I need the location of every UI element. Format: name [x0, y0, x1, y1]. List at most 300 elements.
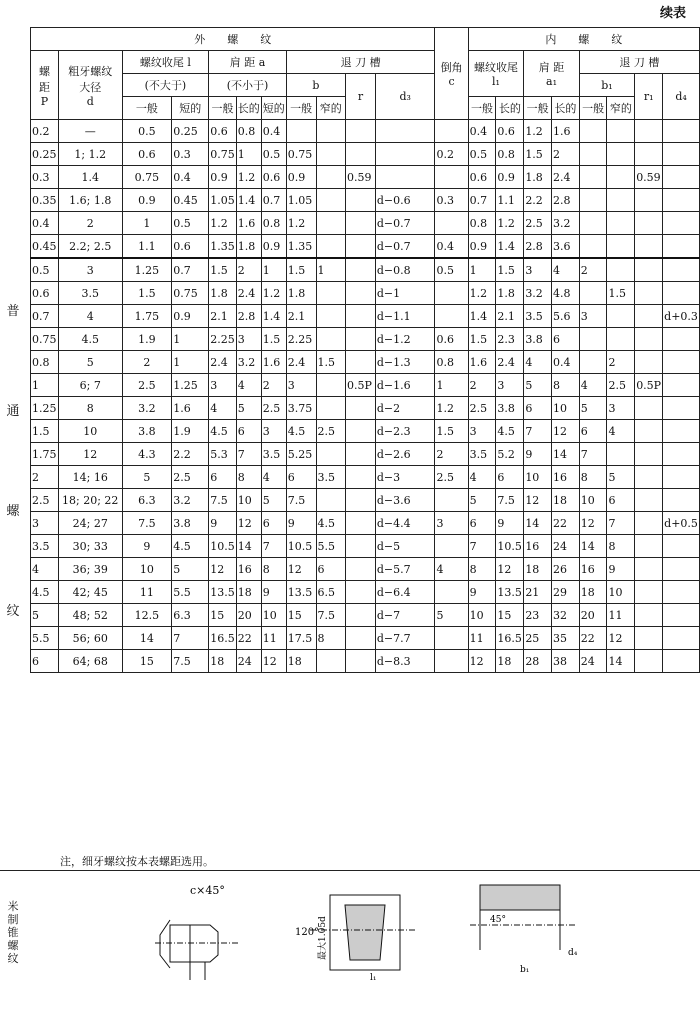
header-normal: 一般 [209, 97, 237, 120]
table-cell: 0.6 [496, 120, 524, 143]
table-cell: 4 [607, 420, 635, 443]
table-cell: 9 [496, 512, 524, 535]
header-notless: (不小于) [209, 74, 287, 97]
table-cell: 4.5 [58, 328, 122, 351]
table-row [31, 466, 700, 489]
table-row [31, 558, 700, 581]
table-cell: d−2 [375, 397, 435, 420]
table-cell [346, 489, 376, 512]
table-cell: 7 [172, 627, 209, 650]
table-cell [346, 443, 376, 466]
table-cell: 0.2 [31, 120, 59, 143]
table-cell: 3.6 [552, 235, 580, 259]
table-cell: 5 [122, 466, 172, 489]
table-cell: 22 [236, 627, 261, 650]
table-cell: 2 [261, 374, 286, 397]
table-cell: 4.3 [122, 443, 172, 466]
header-normal: 一般 [286, 97, 316, 120]
table-cell [316, 282, 346, 305]
table-cell: 14 [579, 535, 607, 558]
header-b: b [286, 74, 345, 97]
table-cell [579, 328, 607, 351]
table-cell [635, 305, 663, 328]
table-cell: 16 [236, 558, 261, 581]
table-cell [346, 328, 376, 351]
table-cell: 5 [524, 374, 552, 397]
table-cell: 0.2 [435, 143, 468, 166]
thread-table [30, 27, 700, 673]
table-cell: 1.8 [496, 282, 524, 305]
table-cell [635, 512, 663, 535]
table-cell: 35 [552, 627, 580, 650]
table-cell: 1.6 [261, 351, 286, 374]
table-row [31, 443, 700, 466]
table-cell: 1.8 [236, 235, 261, 259]
table-cell [316, 189, 346, 212]
table-cell: 1.8 [286, 282, 316, 305]
table-cell: 2.5 [435, 466, 468, 489]
table-cell [635, 351, 663, 374]
table-cell: 6 [524, 397, 552, 420]
table-cell [607, 120, 635, 143]
header-runout: 螺纹收尾 l [122, 51, 209, 74]
table-cell: 15 [286, 604, 316, 627]
table-cell: 10 [261, 604, 286, 627]
header-int-runout: 螺纹收尾 l₁ [468, 51, 524, 97]
table-cell: d−3 [375, 466, 435, 489]
table-cell: 0.25 [31, 143, 59, 166]
table-cell: 2.8 [524, 235, 552, 259]
svg-text:b₁: b₁ [520, 965, 530, 975]
table-cell [316, 650, 346, 673]
table-cell: 1.9 [122, 328, 172, 351]
table-cell: 0.3 [172, 143, 209, 166]
fig-label: c×45° [190, 884, 225, 897]
svg-text:45°: 45° [490, 915, 506, 925]
table-cell: 2 [435, 443, 468, 466]
table-cell [635, 650, 663, 673]
table-cell: 0.9 [468, 235, 496, 259]
table-row [31, 166, 700, 189]
table-cell: 25 [524, 627, 552, 650]
table-cell: 1.2 [209, 212, 237, 235]
table-cell: 2.5 [261, 397, 286, 420]
table-cell: 1.2 [496, 212, 524, 235]
table-cell [346, 627, 376, 650]
table-cell: 17.5 [286, 627, 316, 650]
table-cell: 0.75 [286, 143, 316, 166]
table-cell: 10 [122, 558, 172, 581]
table-cell: 18 [209, 650, 237, 673]
table-cell: 2 [552, 143, 580, 166]
table-cell: 4.5 [316, 512, 346, 535]
table-cell: 3 [607, 397, 635, 420]
table-cell [635, 535, 663, 558]
table-cell [607, 443, 635, 466]
table-cell [663, 374, 700, 397]
table-cell: 12 [552, 420, 580, 443]
table-cell: 12 [261, 650, 286, 673]
table-cell: 1.75 [31, 443, 59, 466]
table-cell: 6.3 [122, 489, 172, 512]
table-cell: 5 [31, 604, 59, 627]
table-cell [375, 143, 435, 166]
table-cell: 0.5 [31, 258, 59, 282]
table-row [31, 189, 700, 212]
header-long: 长的 [236, 97, 261, 120]
table-cell: 5.6 [552, 305, 580, 328]
table-cell: 14 [552, 443, 580, 466]
table-cell [635, 189, 663, 212]
table-cell: 7 [579, 443, 607, 466]
table-cell: 8 [579, 466, 607, 489]
table-cell: 0.8 [435, 351, 468, 374]
table-cell: 1.35 [286, 235, 316, 259]
table-cell [435, 282, 468, 305]
table-cell: 12 [58, 443, 122, 466]
table-cell: 1.6 [552, 120, 580, 143]
table-cell [663, 535, 700, 558]
table-cell: 0.5 [468, 143, 496, 166]
table-cell: 11 [261, 627, 286, 650]
table-cell: 1.2 [286, 212, 316, 235]
table-cell: 1.5 [122, 282, 172, 305]
table-row [31, 120, 700, 143]
table-cell: 0.5P [635, 374, 663, 397]
table-cell: 1.5 [31, 420, 59, 443]
header-internal: 内 螺 纹 [468, 28, 699, 51]
table-cell: 10 [524, 466, 552, 489]
table-cell [663, 143, 700, 166]
table-cell [346, 535, 376, 558]
table-cell: 18 [552, 489, 580, 512]
table-cell: 0.5 [435, 258, 468, 282]
table-cell: 0.5 [261, 143, 286, 166]
header-long: 长的 [496, 97, 524, 120]
table-cell: 1.05 [209, 189, 237, 212]
table-cell: 0.75 [209, 143, 237, 166]
table-row [31, 512, 700, 535]
header-int-relief: 退 刀 槽 [579, 51, 699, 74]
table-cell: 56; 60 [58, 627, 122, 650]
table-cell [375, 166, 435, 189]
side-char: 纹 [6, 604, 20, 619]
table-cell: 9 [122, 535, 172, 558]
table-cell: 1.6 [172, 397, 209, 420]
table-cell: 3.5 [468, 443, 496, 466]
table-cell [346, 558, 376, 581]
table-cell: 1.4 [58, 166, 122, 189]
table-cell: d−2.3 [375, 420, 435, 443]
table-cell: 4.5 [31, 581, 59, 604]
table-cell [635, 397, 663, 420]
table-cell [635, 258, 663, 282]
table-cell [435, 581, 468, 604]
table-cell: 48; 52 [58, 604, 122, 627]
table-cell: 0.7 [31, 305, 59, 328]
table-cell: 3.5 [58, 282, 122, 305]
table-cell: 8 [58, 397, 122, 420]
table-cell: 4.5 [172, 535, 209, 558]
table-cell: 1.25 [122, 258, 172, 282]
table-cell [346, 650, 376, 673]
table-cell: 0.9 [172, 305, 209, 328]
table-cell: 3 [58, 258, 122, 282]
table-cell: 0.45 [31, 235, 59, 259]
header-short: 短的 [261, 97, 286, 120]
table-cell: 1.5 [316, 351, 346, 374]
table-cell: 1 [316, 258, 346, 282]
table-cell: 6 [261, 512, 286, 535]
table-row [31, 581, 700, 604]
table-cell: 4.5 [209, 420, 237, 443]
table-cell [316, 489, 346, 512]
table-cell: 16.5 [209, 627, 237, 650]
header-shoulder: 肩 距 a [209, 51, 287, 74]
table-cell: 1 [236, 143, 261, 166]
table-cell [663, 120, 700, 143]
table-cell: 0.6 [261, 166, 286, 189]
table-cell: 24; 27 [58, 512, 122, 535]
table-cell: 12 [286, 558, 316, 581]
table-cell: 0.9 [122, 189, 172, 212]
header-notmore: (不大于) [122, 74, 209, 97]
table-cell: 16 [524, 535, 552, 558]
table-cell: 2.4 [496, 351, 524, 374]
table-cell: 3 [209, 374, 237, 397]
table-cell: 14 [122, 627, 172, 650]
header-long: 长的 [552, 97, 580, 120]
table-cell: d−1.2 [375, 328, 435, 351]
table-cell: 1.1 [122, 235, 172, 259]
table-cell: 5 [435, 604, 468, 627]
table-cell: 12 [607, 627, 635, 650]
table-cell [346, 258, 376, 282]
table-cell [663, 351, 700, 374]
table-cell: 3.8 [172, 512, 209, 535]
svg-text:120°: 120° [295, 927, 320, 938]
svg-text:最大1.05d: 最大1.05d [318, 916, 328, 960]
table-cell: 0.4 [172, 166, 209, 189]
table-cell: 0.7 [261, 189, 286, 212]
table-cell: 1.5 [607, 282, 635, 305]
table-cell: 6 [316, 558, 346, 581]
table-cell [435, 305, 468, 328]
header-r: r [346, 74, 376, 120]
table-cell: 18 [496, 650, 524, 673]
table-cell: 2.1 [209, 305, 237, 328]
table-cell: d−0.8 [375, 258, 435, 282]
header-normal: 一般 [122, 97, 172, 120]
table-cell: 14; 16 [58, 466, 122, 489]
table-cell: 1.4 [496, 235, 524, 259]
table-cell [346, 420, 376, 443]
figure-internal-relief [460, 880, 590, 990]
table-cell: 1.75 [122, 305, 172, 328]
table-cell: d−1.1 [375, 305, 435, 328]
header-d3: d₃ [375, 74, 435, 120]
table-row [31, 397, 700, 420]
table-cell: 2.25 [286, 328, 316, 351]
table-cell: 18 [579, 581, 607, 604]
table-row [31, 627, 700, 650]
table-cell: 5 [58, 351, 122, 374]
table-cell: 2.5 [172, 466, 209, 489]
svg-text:l₁: l₁ [370, 973, 377, 983]
side-char: 螺 [7, 939, 19, 952]
table-cell: 4.5 [496, 420, 524, 443]
table-cell: 12 [496, 558, 524, 581]
table-cell: 7.5 [209, 489, 237, 512]
table-cell: 11 [122, 581, 172, 604]
table-cell [663, 581, 700, 604]
table-cell: 9 [286, 512, 316, 535]
table-cell: 7 [607, 512, 635, 535]
table-cell [607, 305, 635, 328]
table-cell: 4 [31, 558, 59, 581]
table-cell: 0.25 [172, 120, 209, 143]
table-cell: 11 [468, 627, 496, 650]
table-cell: 0.35 [31, 189, 59, 212]
table-row [31, 489, 700, 512]
table-cell: 10 [236, 489, 261, 512]
table-cell: 2.8 [552, 189, 580, 212]
table-cell: 1.5 [435, 420, 468, 443]
table-cell: 1.5 [286, 258, 316, 282]
table-cell: 1.2 [524, 120, 552, 143]
table-cell [346, 235, 376, 259]
table-cell: 4 [552, 258, 580, 282]
table-cell [346, 212, 376, 235]
header-coarse: 粗牙螺纹 大径 d [58, 51, 122, 120]
table-cell: 7.5 [496, 489, 524, 512]
table-cell: 0.4 [468, 120, 496, 143]
header-b1: b₁ [579, 74, 634, 97]
table-cell: 5.2 [496, 443, 524, 466]
table-cell: 6 [579, 420, 607, 443]
table-cell: d−7.7 [375, 627, 435, 650]
header-d4: d₄ [663, 74, 700, 120]
side-char: 普 [6, 304, 20, 319]
table-cell: 3 [286, 374, 316, 397]
table-cell: 3.8 [122, 420, 172, 443]
table-cell: d−5 [375, 535, 435, 558]
table-cell: d−1.6 [375, 374, 435, 397]
table-cell: 9 [468, 581, 496, 604]
table-cell [435, 627, 468, 650]
table-cell: 4 [236, 374, 261, 397]
table-cell: 1 [435, 374, 468, 397]
table-cell: 3.2 [552, 212, 580, 235]
table-cell [607, 328, 635, 351]
table-cell [346, 305, 376, 328]
table-cell: 14 [607, 650, 635, 673]
table-cell: 1.4 [468, 305, 496, 328]
table-cell [663, 627, 700, 650]
table-cell [635, 143, 663, 166]
table-cell: 3.5 [31, 535, 59, 558]
table-cell [316, 166, 346, 189]
table-cell: 1 [172, 351, 209, 374]
table-cell: 5.25 [286, 443, 316, 466]
table-cell: 5 [261, 489, 286, 512]
table-cell: 1.4 [261, 305, 286, 328]
table-cell: 9 [607, 558, 635, 581]
table-cell: 24 [552, 535, 580, 558]
table-cell: d+0.3 [663, 305, 700, 328]
table-cell: 18 [236, 581, 261, 604]
table-cell: 6.5 [316, 581, 346, 604]
table-cell: 1.35 [209, 235, 237, 259]
table-cell: 2.25 [209, 328, 237, 351]
table-cell: 1.25 [31, 397, 59, 420]
table-cell [316, 443, 346, 466]
table-cell [607, 189, 635, 212]
table-cell [346, 143, 376, 166]
table-cell: 3.2 [122, 397, 172, 420]
table-cell: 20 [236, 604, 261, 627]
table-cell: 7.5 [122, 512, 172, 535]
table-cell: 1 [261, 258, 286, 282]
table-cell: 5 [236, 397, 261, 420]
table-cell: 2.2; 2.5 [58, 235, 122, 259]
table-cell: 2 [58, 212, 122, 235]
table-cell [607, 258, 635, 282]
table-cell [579, 212, 607, 235]
table-cell: 0.6 [172, 235, 209, 259]
table-cell [346, 120, 376, 143]
table-cell [607, 143, 635, 166]
table-cell [663, 558, 700, 581]
table-cell [663, 650, 700, 673]
table-cell: 8 [236, 466, 261, 489]
table-cell: 2.5 [31, 489, 59, 512]
table-cell: 64; 68 [58, 650, 122, 673]
table-cell: d−2.6 [375, 443, 435, 466]
table-cell [663, 443, 700, 466]
table-cell [346, 189, 376, 212]
table-cell: 2 [468, 374, 496, 397]
side-char: 锥 [7, 926, 19, 939]
table-cell: 7 [524, 420, 552, 443]
header-relief: 退 刀 槽 [286, 51, 435, 74]
continued-label: 续表 [659, 6, 686, 21]
table-cell: d−8.3 [375, 650, 435, 673]
table-cell: 2 [122, 351, 172, 374]
table-cell: 2 [579, 258, 607, 282]
svg-text:d₄: d₄ [568, 948, 578, 958]
table-cell: 1.8 [524, 166, 552, 189]
table-cell [435, 489, 468, 512]
table-cell: 5 [468, 489, 496, 512]
table-cell: 3 [435, 512, 468, 535]
table-cell: 8 [316, 627, 346, 650]
table-cell: 12.5 [122, 604, 172, 627]
table-cell [346, 581, 376, 604]
header-chamfer: 倒角 c [435, 28, 468, 120]
table-cell [579, 235, 607, 259]
table-cell: 0.59 [635, 166, 663, 189]
table-cell: 10.5 [286, 535, 316, 558]
table-cell: 1.6 [468, 351, 496, 374]
table-cell: 10 [552, 397, 580, 420]
table-cell: 1.5 [209, 258, 237, 282]
table-cell: 3.5 [316, 466, 346, 489]
side-char: 纹 [7, 952, 19, 965]
table-cell: 13.5 [286, 581, 316, 604]
table-cell: 3 [579, 305, 607, 328]
table-cell [579, 351, 607, 374]
